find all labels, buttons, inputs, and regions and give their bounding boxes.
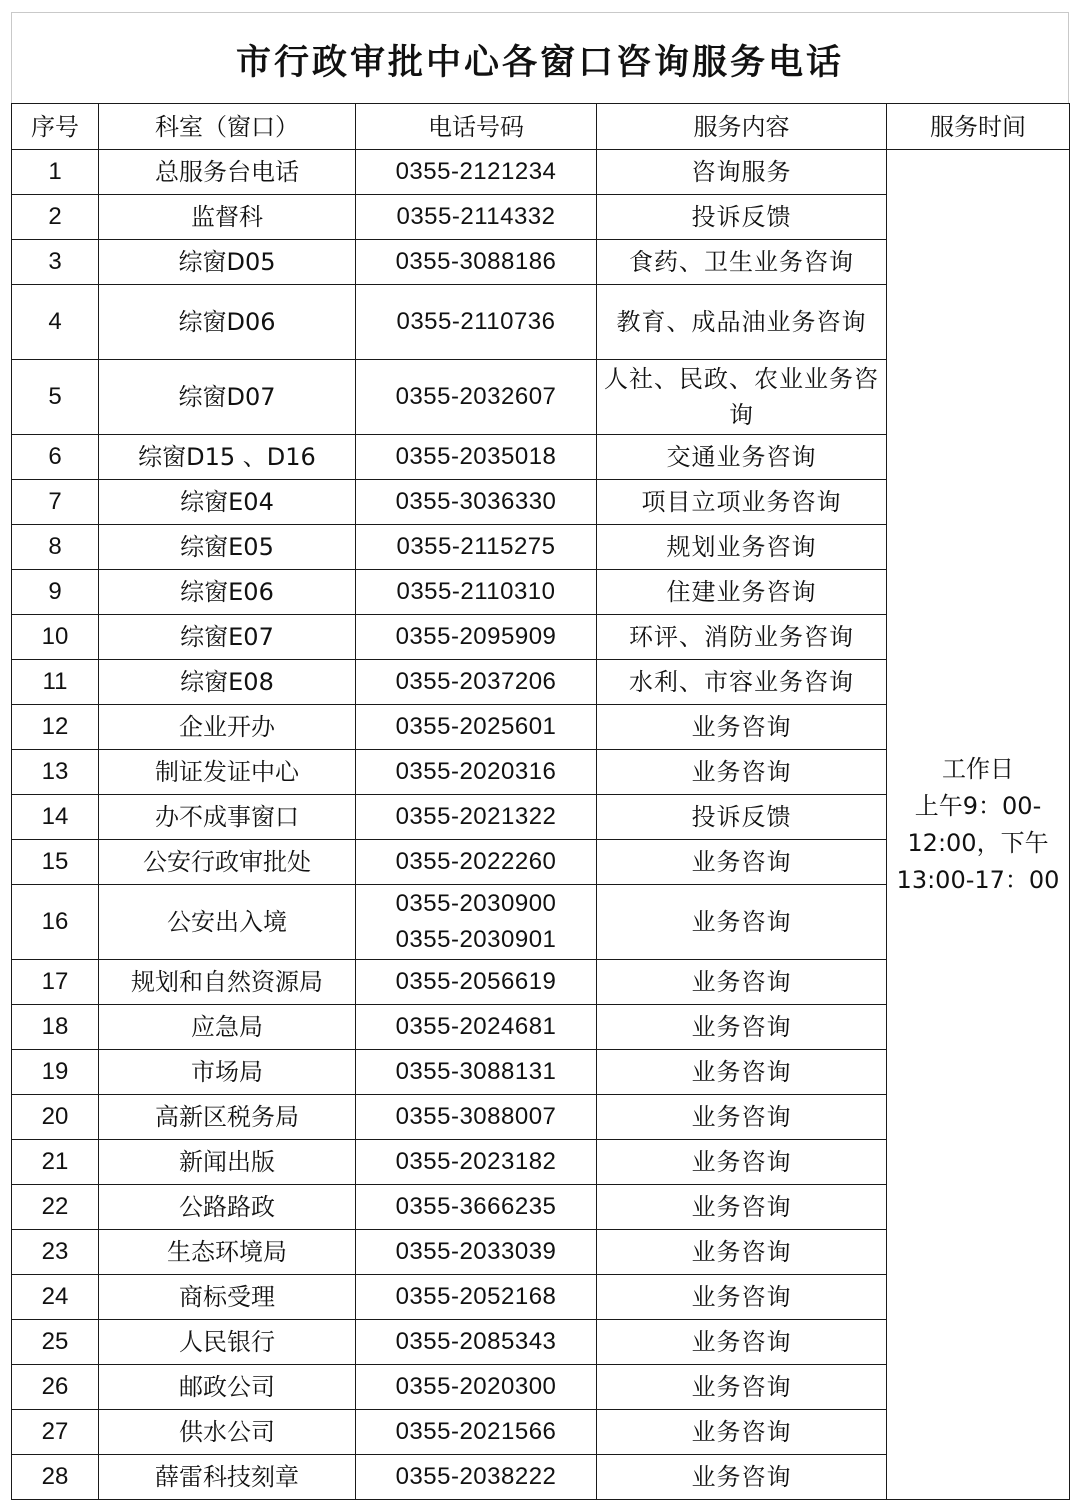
table-body	[12, 150, 1070, 1500]
phone-number: 0355-2023182	[395, 1148, 557, 1175]
row-number: 8	[12, 525, 99, 570]
service-content: 业务咨询	[597, 1275, 887, 1320]
service-content: 教育、成品油业务咨询	[597, 285, 887, 360]
phone-number-cell	[356, 570, 597, 615]
phone-number-cell	[356, 660, 597, 705]
phone-number: 0355-2121234	[395, 158, 557, 185]
department-name: 公安行政审批处	[99, 840, 356, 885]
phone-number-cell	[356, 1455, 597, 1500]
service-content: 业务咨询	[597, 1230, 887, 1275]
department-name: 总服务台电话	[99, 150, 356, 195]
service-content: 投诉反馈	[597, 195, 887, 240]
service-content: 业务咨询	[597, 1410, 887, 1455]
phone-number-cell	[356, 1410, 597, 1455]
row-number: 13	[12, 750, 99, 795]
service-content: 业务咨询	[597, 750, 887, 795]
phone-number: 0355-2037206	[395, 668, 557, 695]
department-name: 办不成事窗口	[99, 795, 356, 840]
department-name: 市场局	[99, 1050, 356, 1095]
phone-number-cell	[356, 195, 597, 240]
service-content: 业务咨询	[597, 705, 887, 750]
table-row	[12, 150, 1070, 195]
phone-number: 0355-2115275	[396, 533, 556, 560]
department-name: 综窗E07	[99, 615, 356, 660]
phone-number: 0355-2024681	[395, 1013, 557, 1040]
department-name: 综窗E04	[99, 480, 356, 525]
department-name: 新闻出版	[99, 1140, 356, 1185]
phone-number: 0355-3088007	[395, 1103, 557, 1130]
service-content: 业务咨询	[597, 960, 887, 1005]
phone-number-cell	[356, 1365, 597, 1410]
service-content: 住建业务咨询	[597, 570, 887, 615]
phone-number-cell	[356, 795, 597, 840]
phone-number-cell	[356, 1275, 597, 1320]
service-hours-line: 上午9：00-	[914, 791, 1042, 820]
phone-number-cell	[356, 1185, 597, 1230]
service-hours-line: 12:00，下午	[907, 828, 1049, 857]
header-phone: 电话号码	[356, 104, 597, 150]
row-number: 17	[12, 960, 99, 1005]
row-number: 20	[12, 1095, 99, 1140]
phone-number: 0355-2021322	[395, 803, 557, 830]
directory-table	[11, 103, 1070, 1500]
page-title: 市行政审批中心各窗口咨询服务电话	[235, 43, 844, 83]
department-name: 生态环境局	[99, 1230, 356, 1275]
service-content: 食药、卫生业务咨询	[597, 240, 887, 285]
service-content: 项目立项业务咨询	[597, 480, 887, 525]
phone-number-cell	[356, 1050, 597, 1095]
phone-number-cell	[356, 615, 597, 660]
row-number: 11	[12, 660, 99, 705]
department-name: 薛雷科技刻章	[99, 1455, 356, 1500]
row-number: 12	[12, 705, 99, 750]
row-number: 27	[12, 1410, 99, 1455]
phone-number: 0355-2085343	[395, 1328, 557, 1355]
row-number: 15	[12, 840, 99, 885]
phone-number: 0355-2030900	[395, 890, 557, 917]
phone-number-cell	[356, 885, 597, 960]
service-content: 业务咨询	[597, 1095, 887, 1140]
row-number: 26	[12, 1365, 99, 1410]
row-number: 24	[12, 1275, 99, 1320]
phone-number: 0355-2025601	[395, 713, 557, 740]
department-name: 综窗E06	[99, 570, 356, 615]
phone-number-cell	[356, 705, 597, 750]
header-dept: 科室（窗口）	[99, 104, 356, 150]
department-name: 公路路政	[99, 1185, 356, 1230]
phone-number: 0355-2056619	[395, 968, 557, 995]
phone-number: 0355-3036330	[395, 488, 557, 515]
phone-number: 0355-3666235	[395, 1193, 557, 1220]
department-name: 邮政公司	[99, 1365, 356, 1410]
phone-number: 0355-2110310	[396, 578, 556, 605]
department-name: 综窗E08	[99, 660, 356, 705]
row-number: 18	[12, 1005, 99, 1050]
department-name: 规划和自然资源局	[99, 960, 356, 1005]
department-name: 监督科	[99, 195, 356, 240]
service-content: 业务咨询	[597, 1185, 887, 1230]
phone-number-cell	[356, 150, 597, 195]
department-name: 企业开办	[99, 705, 356, 750]
row-number: 25	[12, 1320, 99, 1365]
phone-number: 0355-3088131	[395, 1058, 557, 1085]
service-hours-line: 13:00-17：00	[896, 865, 1060, 894]
row-number: 21	[12, 1140, 99, 1185]
phone-number-cell	[356, 840, 597, 885]
row-number: 14	[12, 795, 99, 840]
service-content: 人社、民政、农业业务咨询	[597, 360, 887, 435]
phone-number: 0355-2038222	[395, 1463, 557, 1490]
phone-number-cell	[356, 240, 597, 285]
service-content: 咨询服务	[597, 150, 887, 195]
phone-number: 0355-2032607	[395, 383, 557, 410]
phone-number: 0355-2033039	[395, 1238, 557, 1265]
service-content: 环评、消防业务咨询	[597, 615, 887, 660]
row-number: 22	[12, 1185, 99, 1230]
department-name: 公安出入境	[99, 885, 356, 960]
phone-number: 0355-2030901	[395, 926, 557, 953]
service-content: 交通业务咨询	[597, 435, 887, 480]
phone-number: 0355-2114332	[396, 203, 556, 230]
service-content: 业务咨询	[597, 1320, 887, 1365]
header-no: 序号	[12, 104, 99, 150]
phone-number-cell	[356, 435, 597, 480]
phone-number: 0355-2110736	[396, 308, 556, 335]
department-name: 综窗E05	[99, 525, 356, 570]
phone-number: 0355-2022260	[395, 848, 557, 875]
phone-number-cell	[356, 360, 597, 435]
phone-number: 0355-2095909	[395, 623, 557, 650]
phone-number-cell	[356, 1095, 597, 1140]
service-content: 投诉反馈	[597, 795, 887, 840]
service-content: 水利、市容业务咨询	[597, 660, 887, 705]
phone-number-cell	[356, 960, 597, 1005]
row-number: 23	[12, 1230, 99, 1275]
department-name: 商标受理	[99, 1275, 356, 1320]
phone-number: 0355-2020316	[395, 758, 557, 785]
row-number: 2	[12, 195, 99, 240]
title-box	[11, 12, 1069, 103]
department-name: 人民银行	[99, 1320, 356, 1365]
service-hours-line: 工作日	[942, 754, 1014, 783]
phone-number-cell	[356, 1230, 597, 1275]
service-content: 业务咨询	[597, 1050, 887, 1095]
phone-number-cell	[356, 525, 597, 570]
department-name: 应急局	[99, 1005, 356, 1050]
department-name: 制证发证中心	[99, 750, 356, 795]
phone-number-cell	[356, 1320, 597, 1365]
row-number: 16	[12, 885, 99, 960]
service-content: 业务咨询	[597, 840, 887, 885]
row-number: 1	[12, 150, 99, 195]
row-number: 7	[12, 480, 99, 525]
row-number: 28	[12, 1455, 99, 1500]
row-number: 4	[12, 285, 99, 360]
row-number: 9	[12, 570, 99, 615]
phone-number: 0355-2052168	[395, 1283, 557, 1310]
phone-number: 0355-3088186	[395, 248, 557, 275]
phone-directory-sheet	[11, 12, 1069, 1500]
service-content: 业务咨询	[597, 1005, 887, 1050]
row-number: 6	[12, 435, 99, 480]
phone-number-cell	[356, 1140, 597, 1185]
row-number: 5	[12, 360, 99, 435]
phone-number: 0355-2021566	[395, 1418, 557, 1445]
service-content: 业务咨询	[597, 1140, 887, 1185]
row-number: 19	[12, 1050, 99, 1095]
header-service: 服务内容	[597, 104, 887, 150]
service-hours-cell	[887, 150, 1070, 1500]
phone-number-cell	[356, 1005, 597, 1050]
department-name: 高新区税务局	[99, 1095, 356, 1140]
department-name: 综窗D05	[99, 240, 356, 285]
header-hours: 服务时间	[887, 104, 1070, 150]
phone-number-cell	[356, 285, 597, 360]
row-number: 10	[12, 615, 99, 660]
service-content: 业务咨询	[597, 1365, 887, 1410]
department-name: 综窗D06	[99, 285, 356, 360]
department-name: 综窗D15 、D16	[99, 435, 356, 480]
phone-number-cell	[356, 480, 597, 525]
service-content: 业务咨询	[597, 1455, 887, 1500]
phone-number-cell	[356, 750, 597, 795]
department-name: 综窗D07	[99, 360, 356, 435]
phone-number: 0355-2035018	[395, 443, 557, 470]
phone-number: 0355-2020300	[395, 1373, 557, 1400]
service-content: 规划业务咨询	[597, 525, 887, 570]
row-number: 3	[12, 240, 99, 285]
service-content: 业务咨询	[597, 885, 887, 960]
header-row	[12, 104, 1070, 150]
department-name: 供水公司	[99, 1410, 356, 1455]
